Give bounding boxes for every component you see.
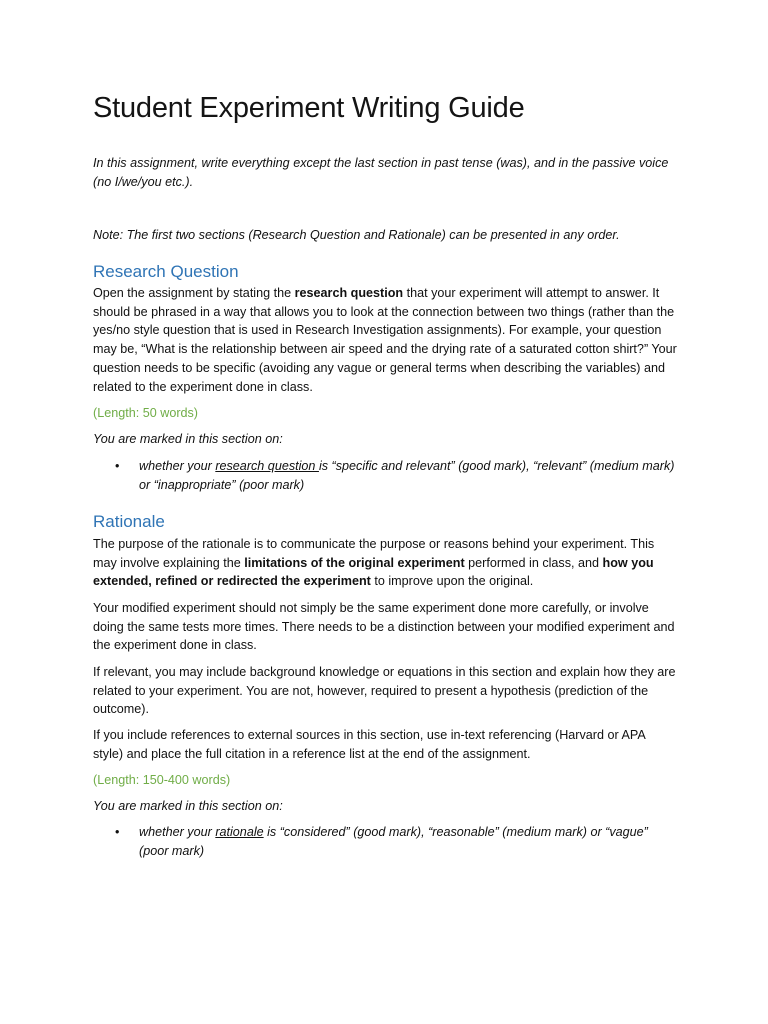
bullet-icon: • bbox=[115, 825, 120, 839]
rationale-paragraph-3: If relevant, you may include background knowledge or equations in this section and explain how they are related to your experiment. You are not, however, required to present a hypothesis (prediction of the outcome). bbox=[93, 665, 676, 717]
rq-criteria-post: is “specific and relevant” (good mark), “relevant” (medium mark) or “inappropriate” (poor mark) bbox=[139, 459, 675, 492]
research-question-criteria-item bbox=[115, 457, 677, 494]
rationale-paragraph-1 bbox=[93, 535, 677, 591]
rq-criteria-underlined: research question bbox=[215, 459, 319, 473]
rat-text-3: to improve upon the original. bbox=[370, 574, 534, 589]
rq-bold-term: research question bbox=[294, 286, 404, 300]
rq-criteria-text bbox=[139, 457, 677, 494]
rq-text-1: Open the assignment by stating the bbox=[93, 286, 295, 300]
rat-bold-2: how you extended, refined or redirected the experiment bbox=[93, 555, 654, 589]
rat-text-1: The purpose of the rationale is to communicate the purpose or reasons behind your experiment. This may involve explaining the bbox=[93, 537, 655, 570]
rat-criteria-underlined: rationale bbox=[215, 825, 264, 839]
research-question-paragraph bbox=[93, 284, 677, 396]
intro-paragraph: In this assignment, write everything except the last section in past tense (was), and in the passive voice (no I/we/you etc.). bbox=[93, 156, 669, 189]
rationale-heading: Rationale bbox=[93, 512, 165, 531]
rat-criteria-post: is “considered” (good mark), “reasonable” (medium mark) or “vague” (poor mark) bbox=[139, 825, 648, 858]
rat-bold-1: limitations of the original experiment bbox=[244, 555, 465, 570]
rat-criteria-text bbox=[139, 823, 677, 860]
rationale-paragraph-2: Your modified experiment should not simply be the same experiment done more carefully, or involve doing the same tests more times. There needs to be a distinction between your modified experiment and the experiment done in class. bbox=[93, 601, 675, 653]
rq-criteria-pre: whether your bbox=[139, 459, 216, 473]
rq-text-2: that your experiment will attempt to answer. It should be phrased in a way that allows you to look at the connection between two things (rather than the yes/no style question that is used in Research Investigation assignments). For example, your question may be, “What is the relationship between air speed and the drying rate of a saturated cotton shirt?” Your question needs to be specific (avoiding any vague or general terms when describing the variables) and related to the experiment done in class. bbox=[93, 286, 677, 394]
document-title: Student Experiment Writing Guide bbox=[93, 92, 525, 124]
rat-text-2: performed in class, and bbox=[464, 555, 603, 570]
rationale-criteria-item bbox=[115, 823, 677, 860]
rat-criteria-pre: whether your bbox=[139, 825, 216, 839]
rationale-marked-on: You are marked in this section on: bbox=[93, 799, 283, 813]
bullet-icon: • bbox=[115, 459, 120, 473]
research-question-marked-on: You are marked in this section on: bbox=[93, 432, 283, 446]
rationale-paragraph-4: If you include references to external sources in this section, use in-text referencing (Harvard or APA style) and place the full citation in a reference list at the end of the assignment. bbox=[93, 728, 646, 761]
research-question-length: (Length: 50 words) bbox=[93, 406, 199, 420]
note-paragraph: Note: The first two sections (Research Question and Rationale) can be presented in any order. bbox=[93, 228, 620, 242]
research-question-heading: Research Question bbox=[93, 262, 239, 281]
rationale-length: (Length: 150-400 words) bbox=[93, 773, 231, 787]
